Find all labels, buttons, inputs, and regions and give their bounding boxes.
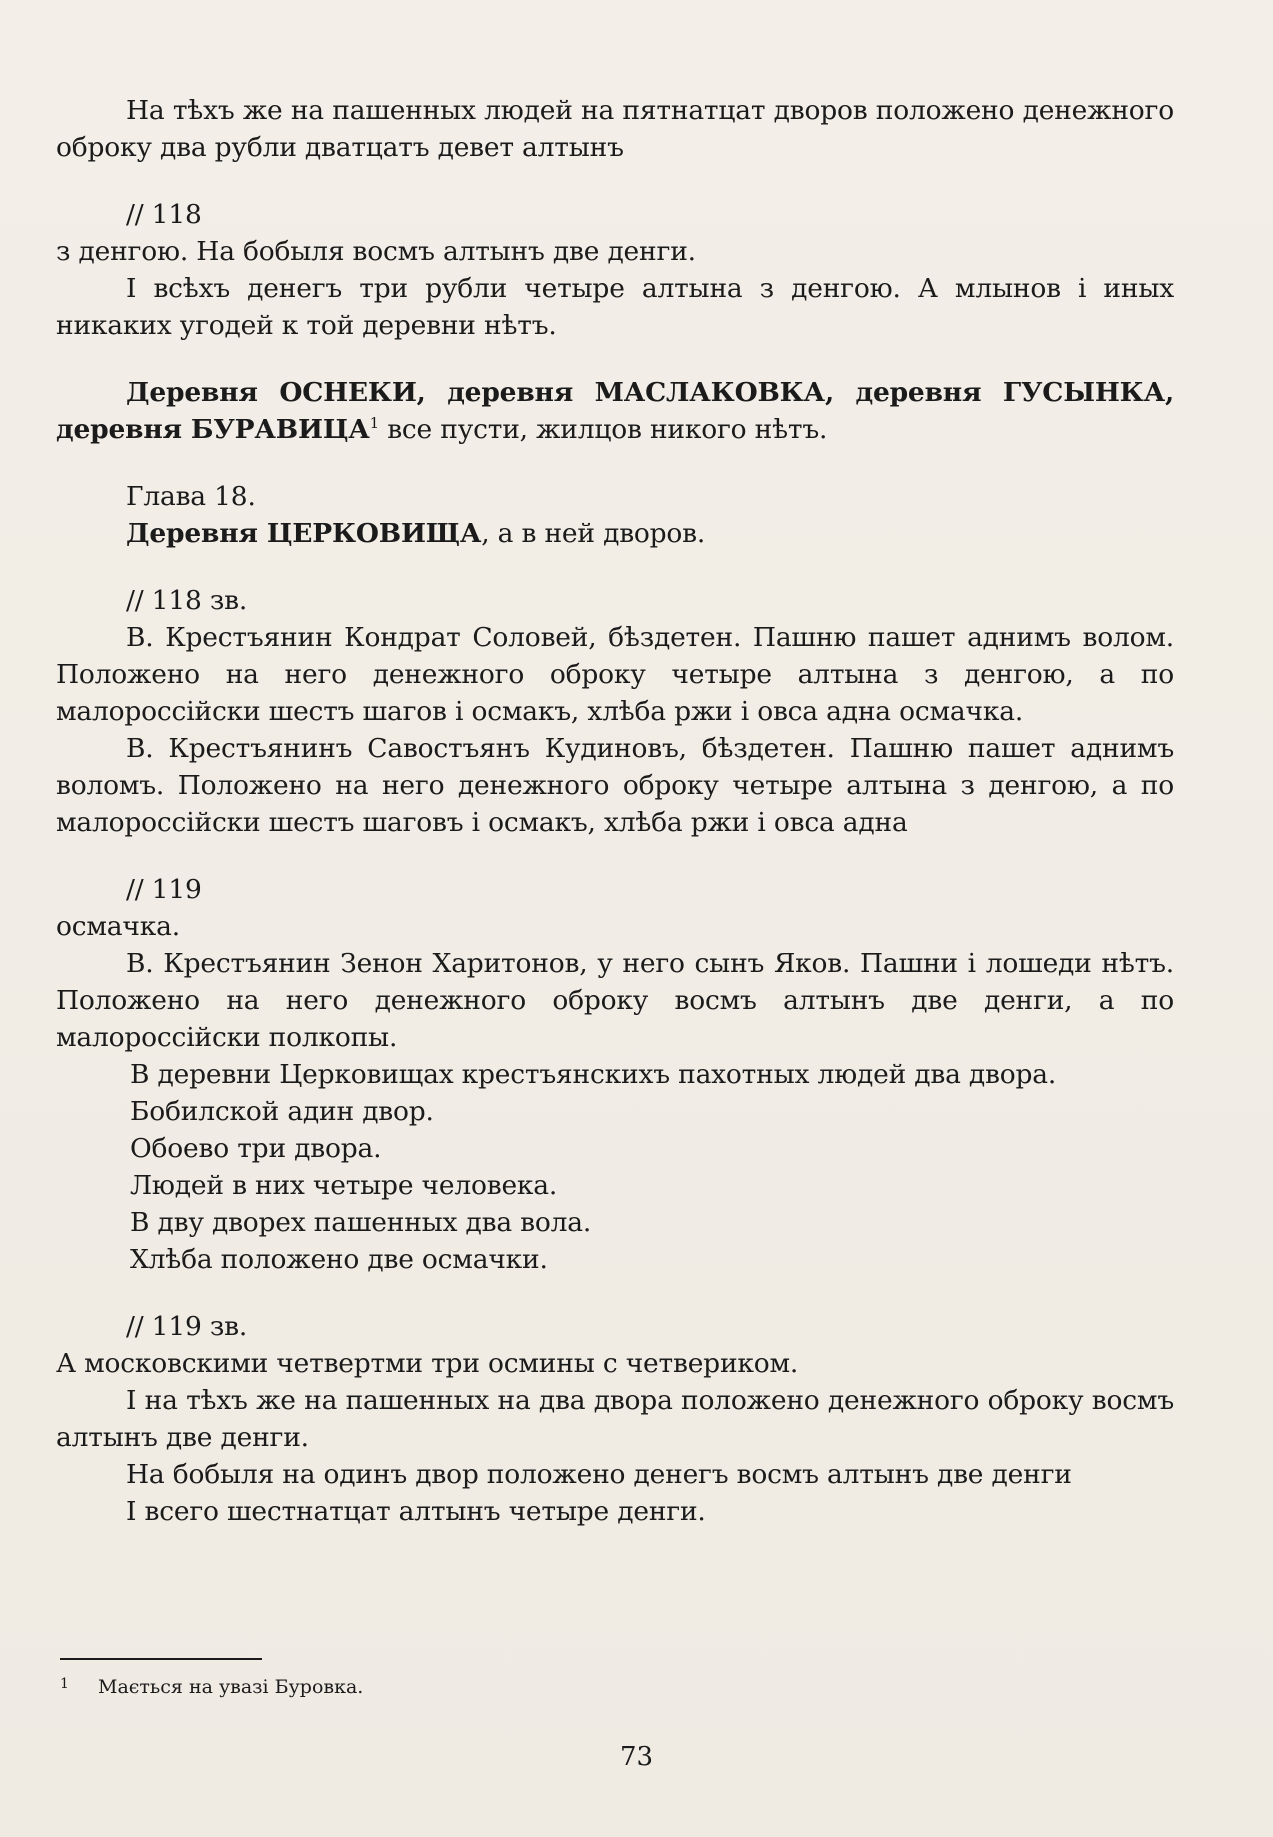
village-heading-rest: , а в ней дворов. xyxy=(481,518,706,549)
paragraph: В. Крестъянин Зенон Харитонов, у него сынъ Яков. Пашни і лошеди нѣтъ. Положено на него денежного оброку восмъ алтынъ две денги, а по малороссійски полкопы. xyxy=(56,948,1174,1053)
paragraph: На тѣхъ же на пашенных людей на пятнатцат дворов положено денежного оброку два рубли дватцатъ девет алтынъ xyxy=(56,95,1174,163)
paragraph: І всѣхъ денегъ три рубли четыре алтына з денгою. А млынов і иных никаких угодей к той деревни нѣтъ. xyxy=(56,273,1174,341)
summary-list xyxy=(56,1056,1174,1278)
paragraph: В. Крестъянинъ Савостъянъ Кудиновъ, бѣздетен. Пашню пашет аднимъ воломъ. Положено на него денежного оброку четыре алтына з денгою, а по малороссійски шестъ шаговъ і осмакъ, хлѣба ржи і овса адна xyxy=(56,733,1174,838)
list-item: Людей в них четыре человека. xyxy=(130,1170,558,1201)
footnote-number: 1 xyxy=(60,1676,69,1692)
page-marker: // 118 зв. xyxy=(126,585,248,616)
village-heading xyxy=(56,515,1174,552)
page-marker: // 119 зв. xyxy=(126,1311,248,1342)
list-item: Хлѣба положено две осмачки. xyxy=(130,1244,548,1275)
paragraph-village-list xyxy=(56,374,1174,448)
paragraph: А московскими четвертми три осмины с четвериком. xyxy=(56,1348,799,1379)
main-text xyxy=(56,92,1174,1530)
list-item: Бобилской адин двор. xyxy=(130,1096,434,1127)
village-name: Деревня ЦЕРКОВИЩА xyxy=(126,518,482,549)
list-item: В деревни Церковищах крестъянскихъ пахотных людей два двора. xyxy=(130,1059,1057,1090)
village-names: Деревня ОСНЕКИ, деревня МАСЛАКОВКА, деревня ГУСЫНКА, деревня БУРАВИЦА xyxy=(56,377,1174,445)
list-item: В дву дворех пашенных два вола. xyxy=(130,1207,592,1238)
paragraph-rest: все пусти, жилцов никого нѣтъ. xyxy=(378,414,828,445)
page-marker: // 119 xyxy=(126,874,202,905)
footnote-divider xyxy=(60,1658,262,1660)
page-marker: // 118 xyxy=(126,199,202,230)
paragraph: з денгою. На бобыля восмъ алтынъ две денги. xyxy=(56,236,696,267)
paragraph: І на тѣхъ же на пашенных на два двора положено денежного оброку восмъ алтынъ две денги. xyxy=(56,1385,1174,1453)
chapter-heading: Глава 18. xyxy=(126,481,256,512)
footnote xyxy=(60,1672,363,1699)
paragraph: На бобыля на одинъ двор положено денегъ восмъ алтынъ две денги xyxy=(126,1459,1072,1490)
paragraph: осмачка. xyxy=(56,911,180,942)
paragraph: В. Крестъянин Кондрат Соловей, бѣздетен. Пашню пашет аднимъ волом. Положено на него денежного оброку четыре алтына з денгою, а по малороссійски шестъ шагов і осмакъ, хлѣба ржи і овса адна осмачка. xyxy=(56,622,1174,727)
page-number: 73 xyxy=(619,1742,654,1772)
list-item: Обоево три двора. xyxy=(130,1133,382,1164)
footnote-ref: 1 xyxy=(369,414,379,432)
paragraph: І всего шестнатцат алтынъ четыре денги. xyxy=(126,1496,706,1527)
footnote-text: Мається на увазі Буровка. xyxy=(98,1676,364,1698)
